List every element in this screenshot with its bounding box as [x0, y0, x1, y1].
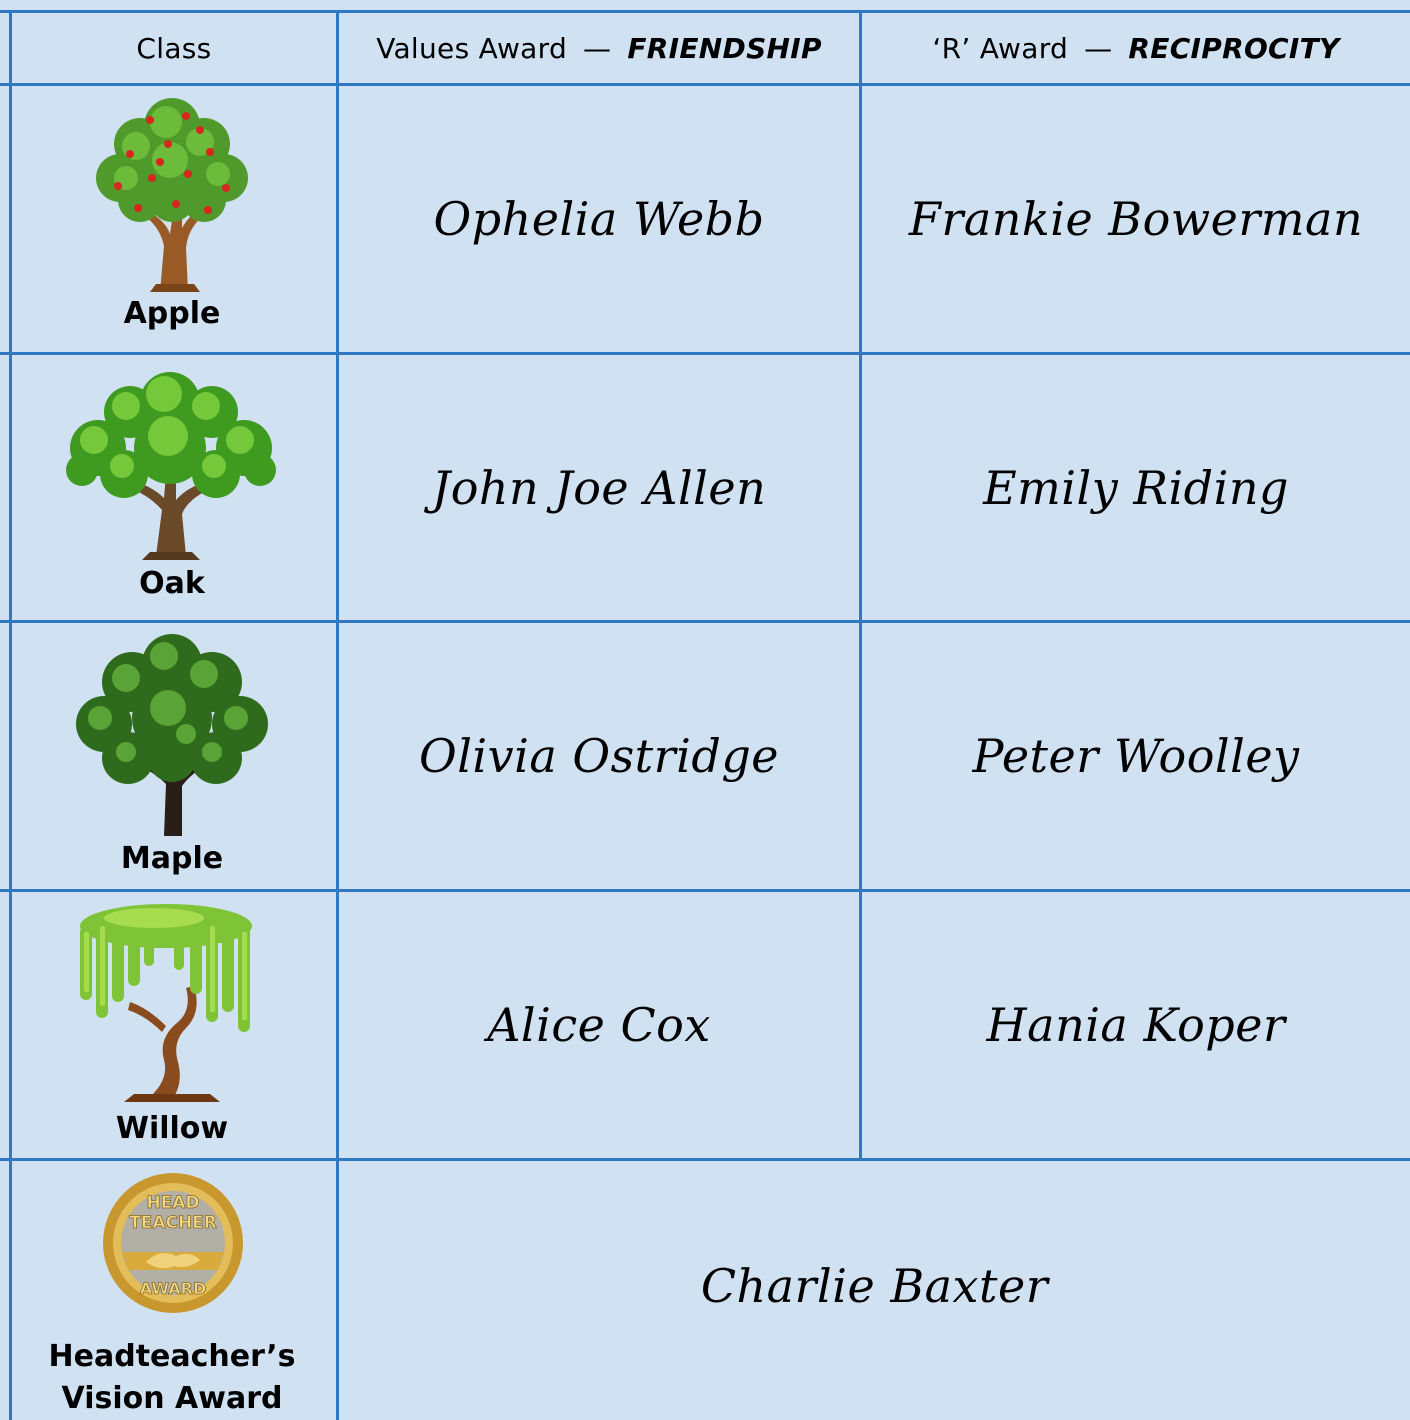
- header-dash: —: [1084, 31, 1113, 65]
- class-label-maple: Maple: [120, 841, 224, 876]
- headteacher-award-winner: Charlie Baxter: [700, 1259, 1049, 1313]
- headteacher-label-line2: Vision Award: [61, 1381, 283, 1416]
- r-award-theme: RECIPROCITY: [1128, 31, 1340, 65]
- values-award-winner: Ophelia Webb: [433, 192, 765, 246]
- values-award-winner: Olivia Ostridge: [418, 729, 779, 783]
- values-award-theme: FRIENDSHIP: [627, 31, 822, 65]
- medal-text-head: HEAD: [146, 1193, 200, 1213]
- apple-tree-icon: [90, 96, 254, 292]
- header-dash: —: [583, 31, 612, 65]
- grid-line: [9, 10, 12, 1420]
- header-class: [12, 13, 336, 83]
- class-label-apple: Apple: [123, 296, 221, 331]
- headteacher-award-medal-icon: [102, 1170, 244, 1316]
- headteacher-label-line1: Headteacher’s: [48, 1339, 296, 1374]
- r-award-label: ‘R’ Award: [932, 31, 1069, 65]
- r-award-winner: Frankie Bowerman: [908, 192, 1364, 246]
- medal-text-teacher: TEACHER: [129, 1213, 217, 1233]
- medal-text-award: AWARD: [139, 1279, 207, 1298]
- header-r-award: [862, 13, 1410, 83]
- values-award-winner: John Joe Allen: [431, 460, 767, 515]
- header-values-award: [339, 13, 859, 83]
- r-award-winner: Peter Woolley: [972, 729, 1300, 783]
- header-class-label: Class: [136, 31, 212, 65]
- values-award-winner: Alice Cox: [487, 998, 711, 1052]
- class-label-willow: Willow: [115, 1111, 229, 1146]
- r-award-winner: Hania Koper: [986, 998, 1286, 1052]
- willow-tree-icon: [74, 902, 258, 1102]
- values-award-label: Values Award: [376, 31, 568, 65]
- class-label-oak: Oak: [139, 566, 205, 601]
- class-label-headteacher: [8, 1336, 336, 1420]
- oak-tree-icon: [64, 370, 278, 560]
- maple-tree-icon: [76, 634, 268, 836]
- r-award-winner: Emily Riding: [983, 460, 1289, 515]
